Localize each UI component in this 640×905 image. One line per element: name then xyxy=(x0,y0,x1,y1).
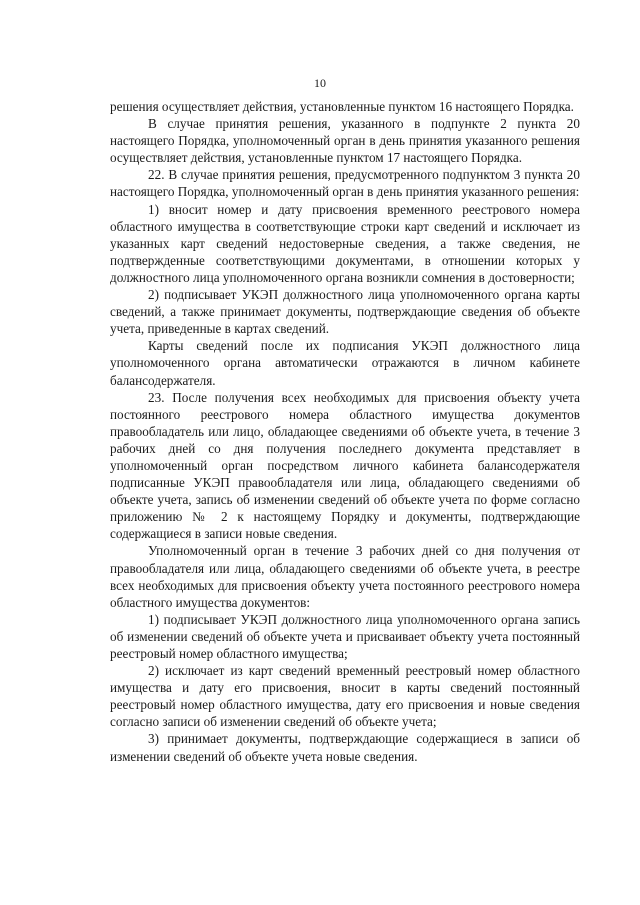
paragraph-authority-actions: Уполномоченный орган в течение 3 рабочих дней со дня получения от правообладателя или лица, обладающего сведениями об объекте учета, в реестре всех необходимых для присвоения объекту учета постоянного реестрового номера областного имущества документов: xyxy=(110,543,580,610)
paragraph-authority-item-1: 1) подписывает УКЭП должностного лица уполномоченного органа запись об изменении сведений об объекте учета и присваивает объекту учета постоянный реестровый номер областного имущества; xyxy=(110,611,580,661)
document-body xyxy=(110,98,580,765)
paragraph-cards-display: Карты сведений после их подписания УКЭП должностного лица уполномоченного органа автоматически отражаются в личном кабинете балансодержателя. xyxy=(110,338,580,388)
paragraph-authority-item-2: 2) исключает из карт сведений временный реестровый номер областного имущества и дату его присвоения, вносит в карты сведений постоянный реестровый номер областного имущества, дату его присвоения и новые сведения согласно записи об изменении сведений об объекте учета; xyxy=(110,663,580,730)
paragraph-clause-23: 23. После получения всех необходимых для присвоения объекту учета постоянного реестрового номера областного имущества документов правообладатель или лицо, обладающее сведениями об объекте учета, в течение 3 рабочих дней со дня получения последнего документа представляет в уполномоченный орган посредством личного кабинета балансодержателя подписанные УКЭП правообладателя или лица, обладающего сведениями об объекте учета, запись об изменении сведений об объекте учета по форме согласно приложению № 2 к настоящему Порядку и документы, подтверждающие содержащиеся в записи новые сведения. xyxy=(110,389,580,542)
paragraph-subclause-2-case: В случае принятия решения, указанного в подпункте 2 пункта 20 настоящего Порядка, уполномоченный орган в день принятия указанного решения осуществляет действия, установленные пунктом 17 настоящего Порядка. xyxy=(110,116,580,166)
paragraph-clause-22: 22. В случае принятия решения, предусмотренного подпунктом 3 пункта 20 настоящего Порядка, уполномоченный орган в день принятия указанного решения: xyxy=(110,167,580,200)
paragraph-clause-22-item-2: 2) подписывает УКЭП должностного лица уполномоченного органа карты сведений, а также принимает документы, подтверждающие сведения об объекте учета, приведенные в картах сведений. xyxy=(110,287,580,337)
paragraph-authority-item-3: 3) принимает документы, подтверждающие содержащиеся в записи об изменении сведений об объекте учета новые сведения. xyxy=(110,731,580,764)
paragraph-continuation: решения осуществляет действия, установленные пунктом 16 настоящего Порядка. xyxy=(110,99,574,114)
page-number: 10 xyxy=(314,76,326,90)
paragraph-clause-22-item-1: 1) вносит номер и дату присвоения временного реестрового номера областного имущества в соответствующие строки карт сведений и исключает из указанных карт сведений недостоверные сведения, а также сведения, не подтвержденные соответствующими документами, в отношении которых у должностного лица уполномоченного органа возникли сомнения в достоверности; xyxy=(110,201,580,285)
